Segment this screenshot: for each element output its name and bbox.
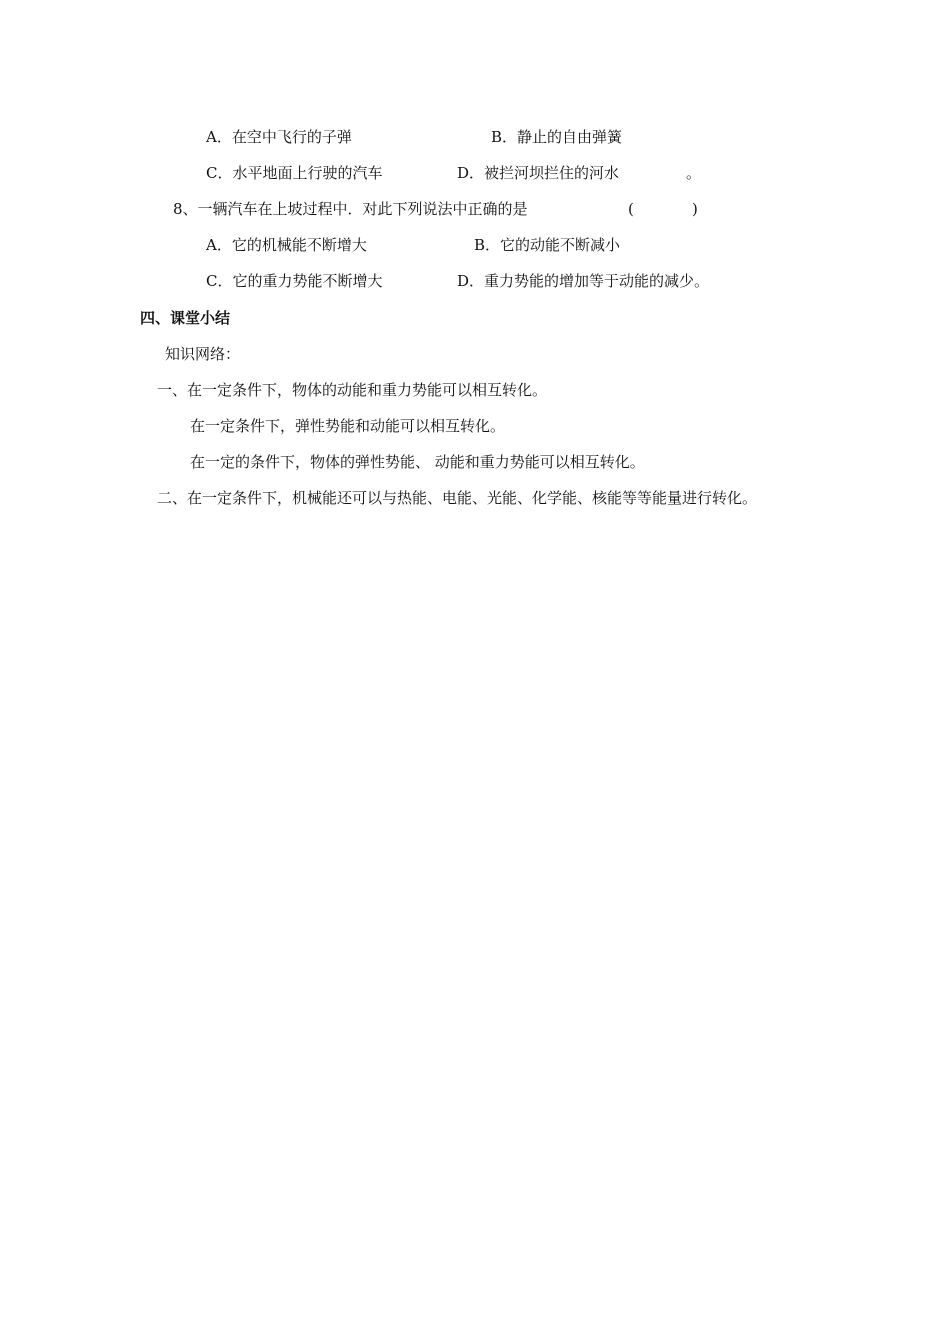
q8-option-b: B．它的动能不断减小 xyxy=(474,236,621,254)
summary-item-1-sub-2: 在一定的条件下，物体的弹性势能、 动能和重力势能可以相互转化。 xyxy=(190,453,645,471)
knowledge-network-label: 知识网络： xyxy=(165,345,241,363)
q7-option-b: B．静止的自由弹簧 xyxy=(491,128,623,146)
q7-option-d-period: 。 xyxy=(686,164,702,182)
summary-item-1: 一、在一定条件下，物体的动能和重力势能可以相互转化。 xyxy=(157,381,548,399)
q7-option-d: D．被拦河坝拦住的河水 xyxy=(457,164,620,182)
summary-heading: 四、课堂小结 xyxy=(140,309,231,327)
summary-item-2: 二、在一定条件下，机械能还可以与热能、电能、光能、化学能、核能等等能量进行转化。 xyxy=(157,489,758,507)
q8-option-a: A．它的机械能不断增大 xyxy=(206,236,367,254)
q8-option-c: C．它的重力势能不断增大 xyxy=(206,272,383,290)
q8-option-d: D．重力势能的增加等于动能的减少。 xyxy=(457,272,710,290)
q7-option-a: A．在空中飞行的子弹 xyxy=(206,128,352,146)
q7-option-c: C．水平地面上行驶的汽车 xyxy=(206,164,383,182)
summary-item-1-sub-1: 在一定条件下，弹性势能和动能可以相互转化。 xyxy=(190,417,506,435)
q8-answer-bracket-open: ( xyxy=(628,200,634,218)
q8-stem: 8、一辆汽车在上坡过程中．对此下列说法中正确的是 xyxy=(173,200,528,218)
q8-answer-bracket-close: ) xyxy=(692,200,698,218)
